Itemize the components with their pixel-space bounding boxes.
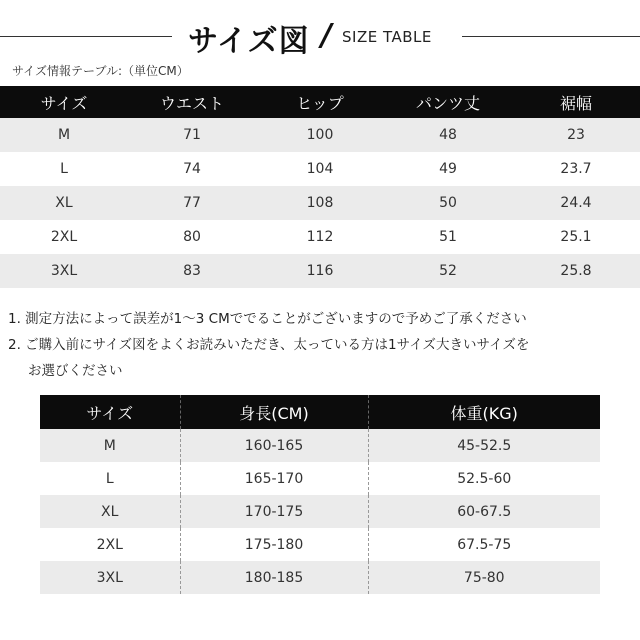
cell-size: XL [0,186,128,220]
cell-pants-length: 51 [384,220,512,254]
header-weight: 体重(KG) [368,395,600,429]
header-size: サイズ [40,395,180,429]
cell-height: 160-165 [180,429,368,462]
cell-size: 3XL [40,561,180,594]
cell-waist: 83 [128,254,256,288]
cell-pants-length: 48 [384,118,512,152]
header-pants-length: パンツ丈 [384,86,512,118]
cell-height: 170-175 [180,495,368,528]
cell-hip: 112 [256,220,384,254]
cell-waist: 74 [128,152,256,186]
garment-table-header-row [0,86,640,118]
cell-size: L [40,462,180,495]
table-row [40,561,600,594]
body-table-header-row [40,395,600,429]
cell-hip: 116 [256,254,384,288]
cell-size: 2XL [40,528,180,561]
cell-size: M [40,429,180,462]
table-row [40,462,600,495]
body-size-table [40,395,600,594]
table-row [40,495,600,528]
cell-hem-width: 23.7 [512,152,640,186]
cell-hem-width: 25.1 [512,220,640,254]
cell-hem-width: 23 [512,118,640,152]
header-hip: ヒップ [256,86,384,118]
page-header [0,14,640,58]
cell-size: XL [40,495,180,528]
cell-size: 2XL [0,220,128,254]
cell-hem-width: 25.8 [512,254,640,288]
header-waist: ウエスト [128,86,256,118]
table-row [40,528,600,561]
cell-height: 165-170 [180,462,368,495]
cell-hem-width: 24.4 [512,186,640,220]
cell-waist: 80 [128,220,256,254]
cell-weight: 45-52.5 [368,429,600,462]
cell-height: 175-180 [180,528,368,561]
page-subtitle: SIZE TABLE [342,28,432,46]
cell-height: 180-185 [180,561,368,594]
cell-size: L [0,152,128,186]
cell-weight: 67.5-75 [368,528,600,561]
cell-pants-length: 49 [384,152,512,186]
header-hem-width: 裾幅 [512,86,640,118]
table-row [0,220,640,254]
cell-pants-length: 50 [384,186,512,220]
cell-size: M [0,118,128,152]
cell-hip: 108 [256,186,384,220]
note-size-advice-continued: お選びください [28,363,123,379]
table-caption: サイズ情報テーブル:（単位CM） [12,64,189,78]
cell-pants-length: 52 [384,254,512,288]
title-separator: / [321,18,332,53]
notes-section [8,306,636,384]
table-row [0,186,640,220]
table-row [0,118,640,152]
cell-size: 3XL [0,254,128,288]
header-size: サイズ [0,86,128,118]
header-height: 身長(CM) [180,395,368,429]
cell-waist: 77 [128,186,256,220]
header-rule-left [0,36,172,37]
garment-size-table [0,86,640,288]
note-measurement-error: 1. 測定方法によって誤差が1〜3 CMででることがございますので予めご了承ください [8,311,527,327]
header-rule-right [462,36,640,37]
table-row [0,254,640,288]
note-size-advice: 2. ご購入前にサイズ図をよくお読みいただき、太っている方は1サイズ大きいサイズを [8,337,530,353]
cell-weight: 75-80 [368,561,600,594]
cell-weight: 52.5-60 [368,462,600,495]
cell-hip: 100 [256,118,384,152]
table-row [40,429,600,462]
cell-waist: 71 [128,118,256,152]
table-row [0,152,640,186]
page-title: サイズ図 [188,24,310,59]
cell-hip: 104 [256,152,384,186]
cell-weight: 60-67.5 [368,495,600,528]
